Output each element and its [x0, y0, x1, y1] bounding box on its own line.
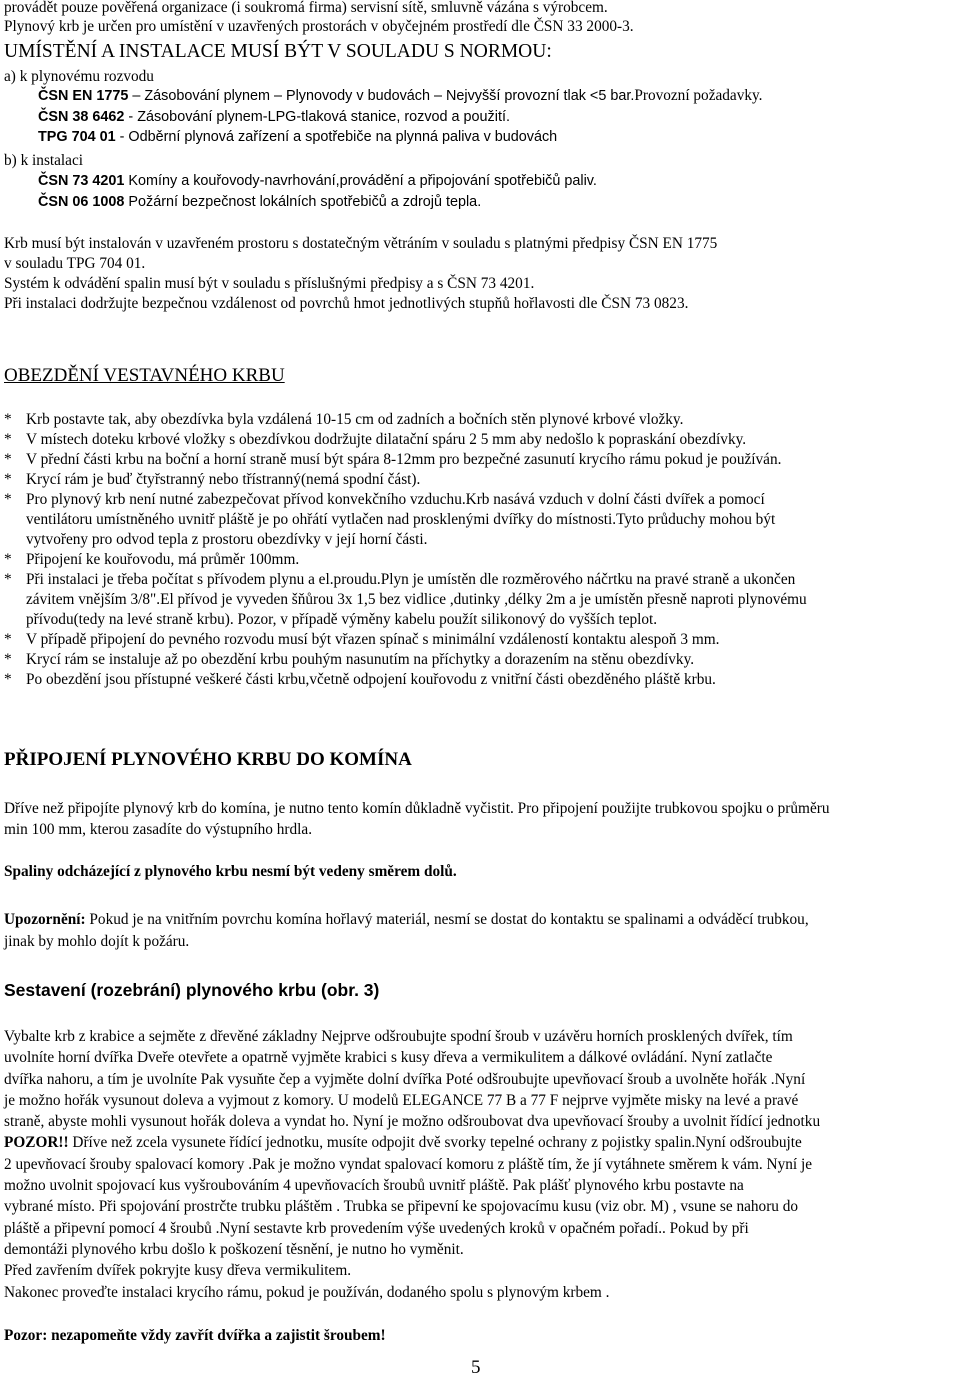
bullet-item: * Při instalaci je třeba počítat s přívodem plynu a el.proudu.Plyn je umístěn dle rozměrového náčrtku na pravé straně a ukončen závitem vnějším 3/8".El přívod je vyveden šňůrou 3x 1,5 bez vidlice ,dutinky ,délky 2m a je umístěn přesně naproti plynovému přívodu(tedy na levé straně krbu). Pozor, v případě výměny kabelu použít silikonový do vyšších teplot.: [4, 571, 807, 628]
norm-item: TPG 704 01 - Odběrní plynová zařízení a spotřebiče na plynná paliva v budovách: [38, 129, 558, 145]
bullet-item: * Pro plynový krb není nutné zabezpečovat přívod konvekčního vzduchu.Krb nasává vzduch v dolní části dvířek a pomocí ventilátoru umístněného uvnitř pláště je po ohřátí vytlačen nad prosklenými dvířky do místnosti.Tyto průduchy mohou být vytvořeny pro odvod tepla z prostoru obezdívky v její horní části.: [4, 491, 776, 548]
paragraph-line: Při instalaci dodržujte bezpečnou vzdálenost od povrchů hmot jednotlivých stupňů hořlavosti dle ČSN 73 0823.: [4, 295, 689, 312]
install-paragraph: [4, 234, 958, 314]
norm-item: ČSN 38 6462 - Zásobování plynem-LPG-tlaková stanice, rozvod a použití.: [38, 108, 510, 125]
norms-b-list: [38, 171, 958, 213]
paragraph-line: pláště a připevní pomocí 4 šroubů .Nyní sestavte krb provedením výše uvedených kroků v opačném pořadí.. Pokud by při: [4, 1219, 749, 1237]
pozor-label: POZOR!!: [4, 1134, 69, 1152]
intro-line-2: Plynový krb je určen pro umístění v uzavřených prostorách v obyčejném prostředí dle ČSN 33 2000-3.: [4, 18, 634, 35]
final-warning: Pozor: nezapomeňte vždy zavřít dvířka a zajistit šroubem!: [4, 1327, 386, 1344]
paragraph-line: v souladu TPG 704 01.: [4, 255, 146, 272]
notice-para: Upozornění: Pokud je na vnitřním povrchu komína hořlavý materiál, nesmí se dostat do kontaktu se spalinami a odváděcí trubkou, jinak by mohlo dojít k požáru.: [4, 909, 958, 953]
paragraph-line: straně, abyste mohli vysunout hořák doleva a vyndat ho. Nyní je možno odšroubovat dva upevňovací šrouby a uvolnit řídící jednotku: [4, 1113, 821, 1131]
paragraph-line: Před zavřením dvířek pokryjte kusy dřeva vermikulitem.: [4, 1262, 352, 1280]
bullet-item: * V případě připojení do pevného rozvodu musí být vřazen spínač s minimální vzdáleností kontaktu alespoň 3 mm.: [4, 631, 720, 648]
exhaust-warning: Spaliny odcházející z plynového krbu nesmí být vedeny směrem dolů.: [4, 863, 457, 880]
norms-a-label: a) k plynovému rozvodu: [4, 68, 154, 85]
bullet-item: * V přední části krbu na boční a horní straně musí být spára 8-12mm pro bezpečné zasunutí krycího rámu pokud je používán.: [4, 451, 782, 468]
paragraph-line: je možno hořák vysunout doleva a vyjmout z komory. U modelů ELEGANCE 77 B a 77 F nejprve vyjměte misky na levé a pravé: [4, 1091, 799, 1109]
norms-a-list: [38, 86, 958, 148]
norms-b-label: b) k instalaci: [4, 152, 84, 169]
page-number: 5: [471, 1357, 481, 1378]
paragraph-line: min 100 mm, kterou zasadíte do výstupního hrdla.: [4, 821, 313, 838]
bullet-item: * V místech doteku krbové vložky s obezdívkou dodržujte dilatační spáru 2 5 mm aby nedošlo k popraskání obezdívky.: [4, 431, 747, 448]
section-heading-pripojeni: PŘIPOJENÍ PLYNOVÉHO KRBU DO KOMÍNA: [4, 749, 412, 770]
norm-item: ČSN 06 1008 Požární bezpečnost lokálních spotřebičů a zdrojů tepla.: [38, 194, 482, 210]
section-heading-sestaveni: Sestavení (rozebrání) plynového krbu (obr. 3): [4, 980, 380, 1000]
paragraph-line: Krb musí být instalován v uzavřeném prostoru s dostatečným větráním v souladu s platnými předpisy ČSN EN 1775: [4, 235, 718, 252]
intro-line-1: provádět pouze pověřená organizace (i soukromá firma) servisní sítě, smluvně vázána s výrobcem.: [4, 0, 608, 16]
obezdeni-list: [4, 410, 958, 690]
pripojeni-para: [4, 798, 958, 840]
paragraph-line: jinak by mohlo dojít k požáru.: [4, 933, 190, 950]
paragraph-line: Vybalte krb z krabice a sejměte z dřevěné základny Nejprve odšroubujte spodní šroub v uzávěru horních prosklených dvířek, tím: [4, 1028, 793, 1045]
bullet-item: * Po obezdění jsou přístupné veškeré části krbu,včetně odpojení kouřovodu z vnitřní části obezděného pláště krbu.: [4, 671, 716, 688]
norms-heading: UMÍSTĚNÍ A INSTALACE MUSÍ BÝT V SOULADU S NORMOU:: [4, 41, 552, 62]
notice-label: Upozornění:: [4, 911, 86, 928]
bullet-item: * Připojení ke kouřovodu, má průměr 100mm.: [4, 551, 300, 568]
paragraph-line: vybrané místo. Při spojování prostrčte trubku pláštěm . Trubka se připevní ke spojovacímu kusu (viz obr. M) , vsune se nahoru do: [4, 1198, 799, 1216]
norm-item: ČSN 73 4201 Komíny a kouřovody-navrhování,provádění a připojování spotřebičů paliv.: [38, 173, 597, 189]
bullet-item: * Krycí rám je buď čtyřstranný nebo třístranný(nemá spodní část).: [4, 471, 421, 488]
bullet-item: * Krycí rám se instaluje až po obezdění krbu pouhým nasunutím na příchytky a dorazením na stěnu obezdívky.: [4, 651, 695, 668]
paragraph-line: možno uvolnit spojovací kus vyšroubováním 4 upevňovacích šroubů uvnitř pláště. Pak plášť plynového krbu postavte na: [4, 1177, 744, 1195]
paragraph-line: Systém k odvádění spalin musí být v souladu s příslušnými předpisy a s ČSN 73 4201.: [4, 275, 535, 292]
paragraph-line: demontáži plynového krbu došlo k poškození těsnění, je nutno ho vyměnit.: [4, 1240, 464, 1258]
paragraph-line: dvířka nahoru, a tím je uvolníte Pak vysuňte čep a vyjměte dolní dvířka Poté odšroubujte upevňovací šroub a uvolněte hořák .Nyní: [4, 1070, 806, 1088]
norm-item: ČSN EN 1775 – Zásobování plynem – Plynovody v budovách – Nejvyšší provozní tlak <5 bar.Provozní požadavky.: [38, 87, 763, 104]
paragraph-line: Nakonec proveďte instalaci krycího rámu, pokud je používán, dodaného spolu s plynovým krbem .: [4, 1283, 610, 1301]
paragraph-line: Dříve než připojíte plynový krb do komína, je nutno tento komín důkladně vyčistit. Pro připojení použijte trubkovou spojku o průměru: [4, 800, 830, 817]
section-heading-obezdeni: OBEZDĚNÍ VESTAVNÉHO KRBU: [4, 365, 285, 386]
paragraph-line: 2 upevňovací šrouby spalovací komory .Pak je možno vyndat spalovací komoru z pláště tím, že jí vytáhnete směrem k vám. Nyní je: [4, 1155, 812, 1173]
sestaveni-text: Vybalte krb z krabice a sejměte z dřevěné základny Nejprve odšroubujte spodní šroub v uzávěru horních prosklených dvířek, tím uvolníte horní dvířka Dveře otevřete a opatrně vyjměte krabici s kusy dřeva a vermikulitem a dálkové ovládání. Nyní zatlačte dvířka nahoru, a tím je uvolníte Pak vysuňte čep a vyjměte dolní dvířka Poté odšroubujte upevňovací šroub a uvolněte hořák .Nyní je možno hořák vysunout doleva a vyjmout z komory. U modelů ELEGANCE 77 B a 77 F nejprve vyjměte misky na levé a pravé straně, abyste mohli vysunout hořák doleva a vyndat ho. Nyní je možno odšroubovat dva upevňovací šrouby a uvolnit řídící jednotku POZOR!! Dříve než zcela vysunete řídící jednotku, musíte odpojit dvě svorky tepelné ochrany z pojistky spalin.Nyní odšroubujte 2 upevňovací šrouby spalovací komory .Pak je možno vyndat spalovací komoru z pláště tím, že jí vytáhnete směrem k vám. Nyní je možno uvolnit spojovací kus vyšroubováním 4 upevňovacích šroubů uvnitř pláště. Pak plášť plynového krbu postavte na vybrané místo. Při spojování prostrčte trubku pláštěm . Trubka se připevní ke spojovacímu kusu (viz obr. M) , vsune se nahoru do pláště a připevní pomocí 4 šroubů .Nyní sestavte krb provedením výše uvedených kroků v opačném pořadí.. Pokud by při demontáži plynového krbu došlo k poškození těsnění, je nutno ho vyměnit. Před zavřením dvířek pokryjte kusy dřeva vermikulitem. Nakonec proveďte instalaci krycího rámu, pokud je používán, dodaného spolu s plynovým krbem .: [4, 1026, 958, 1303]
paragraph-line: uvolníte horní dvířka Dveře otevřete a opatrně vyjměte krabici s kusy dřeva a vermikulitem a dálkové ovládání. Nyní zatlačte: [4, 1049, 773, 1067]
bullet-item: * Krb postavte tak, aby obezdívka byla vzdálená 10-15 cm od zadních a bočních stěn plynové krbové vložky.: [4, 411, 684, 428]
